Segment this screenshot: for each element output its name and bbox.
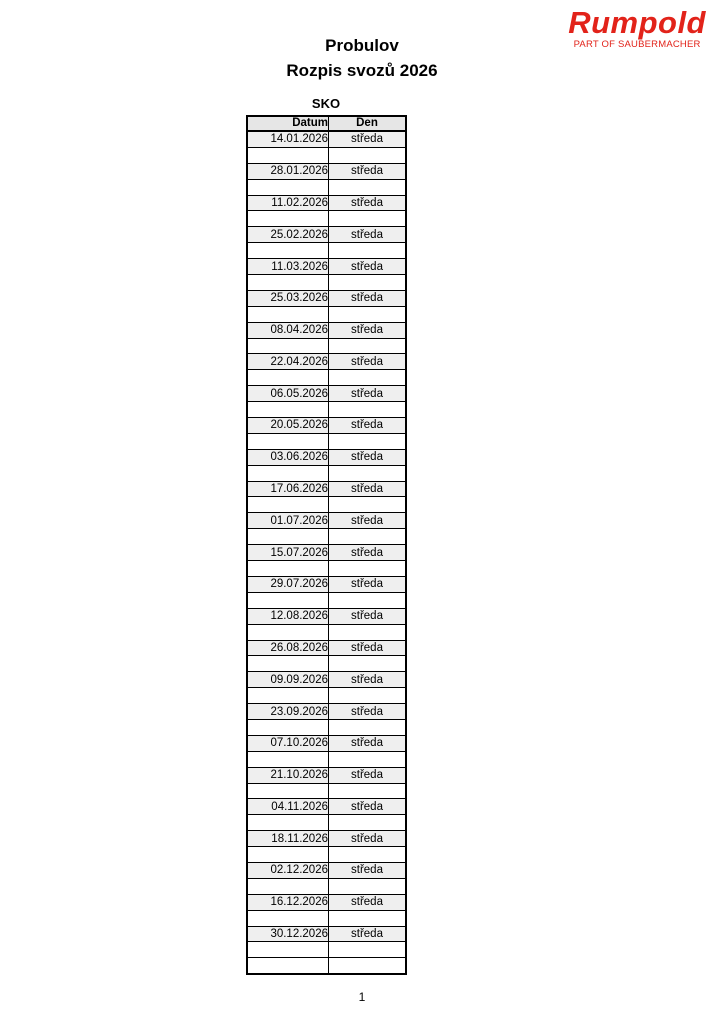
- day-cell: středa: [329, 131, 407, 147]
- date-cell: 15.07.2026: [247, 545, 329, 561]
- spacer-cell: [329, 942, 407, 958]
- day-cell: středa: [329, 704, 407, 720]
- table-row: [247, 513, 406, 529]
- day-cell: středa: [329, 386, 407, 402]
- table-row: [247, 163, 406, 179]
- day-cell: středa: [329, 290, 407, 306]
- page-subtitle: Rozpis svozů 2026: [286, 61, 438, 80]
- date-cell: 03.06.2026: [247, 449, 329, 465]
- table-spacer-row: [247, 243, 406, 259]
- day-cell: středa: [329, 576, 407, 592]
- spacer-cell: [329, 529, 407, 545]
- table-row: [247, 672, 406, 688]
- table-spacer-row: [247, 942, 406, 958]
- date-cell: 17.06.2026: [247, 481, 329, 497]
- date-cell: 25.02.2026: [247, 227, 329, 243]
- spacer-cell: [329, 243, 407, 259]
- page-title: Probulov: [325, 36, 399, 55]
- spacer-cell: [329, 402, 407, 418]
- spacer-cell: [247, 402, 329, 418]
- table-spacer-row: [247, 815, 406, 831]
- day-cell: středa: [329, 481, 407, 497]
- date-cell: 26.08.2026: [247, 640, 329, 656]
- page-number: 1: [358, 990, 366, 1004]
- spacer-cell: [329, 465, 407, 481]
- table-spacer-row: [247, 465, 406, 481]
- spacer-cell: [247, 592, 329, 608]
- table-row: [247, 831, 406, 847]
- table-spacer-row: [247, 592, 406, 608]
- date-cell: 06.05.2026: [247, 386, 329, 402]
- spacer-cell: [247, 958, 329, 974]
- day-cell: středa: [329, 513, 407, 529]
- table-spacer-row: [247, 179, 406, 195]
- day-cell: středa: [329, 735, 407, 751]
- spacer-cell: [247, 624, 329, 640]
- section-label: SKO: [311, 96, 341, 111]
- date-cell: 25.03.2026: [247, 290, 329, 306]
- day-cell: středa: [329, 831, 407, 847]
- spacer-cell: [329, 624, 407, 640]
- spacer-cell: [329, 878, 407, 894]
- spacer-cell: [247, 433, 329, 449]
- table-row: [247, 227, 406, 243]
- day-cell: středa: [329, 767, 407, 783]
- day-cell: středa: [329, 640, 407, 656]
- table-row: [247, 354, 406, 370]
- spacer-cell: [247, 783, 329, 799]
- day-cell: středa: [329, 259, 407, 275]
- table-spacer-row: [247, 433, 406, 449]
- table-spacer-row: [247, 402, 406, 418]
- spacer-cell: [329, 561, 407, 577]
- day-cell: středa: [329, 926, 407, 942]
- day-cell: středa: [329, 862, 407, 878]
- table-row: [247, 862, 406, 878]
- spacer-cell: [247, 370, 329, 386]
- table-spacer-row: [247, 338, 406, 354]
- day-cell: středa: [329, 354, 407, 370]
- table-spacer-row: [247, 497, 406, 513]
- spacer-cell: [329, 688, 407, 704]
- table-row: [247, 704, 406, 720]
- table-row: [247, 290, 406, 306]
- spacer-cell: [329, 147, 407, 163]
- day-cell: středa: [329, 163, 407, 179]
- table-row: [247, 735, 406, 751]
- spacer-cell: [329, 433, 407, 449]
- table-row: [247, 926, 406, 942]
- table-spacer-row: [247, 688, 406, 704]
- spacer-cell: [247, 910, 329, 926]
- day-cell: středa: [329, 545, 407, 561]
- logo-tagline: PART OF SAUBERMACHER: [573, 39, 701, 50]
- table-spacer-row: [247, 624, 406, 640]
- spacer-cell: [247, 751, 329, 767]
- table-row: [247, 799, 406, 815]
- date-cell: 16.12.2026: [247, 894, 329, 910]
- table-row: [247, 386, 406, 402]
- table-spacer-row: [247, 783, 406, 799]
- table-spacer-row: [247, 751, 406, 767]
- table-row: [247, 259, 406, 275]
- date-cell: 07.10.2026: [247, 735, 329, 751]
- date-cell: 28.01.2026: [247, 163, 329, 179]
- date-cell: 21.10.2026: [247, 767, 329, 783]
- day-cell: středa: [329, 227, 407, 243]
- table-row: [247, 449, 406, 465]
- table-spacer-row: [247, 561, 406, 577]
- table-spacer-row: [247, 656, 406, 672]
- spacer-cell: [247, 719, 329, 735]
- date-cell: 22.04.2026: [247, 354, 329, 370]
- table-spacer-row: [247, 910, 406, 926]
- table-spacer-row: [247, 719, 406, 735]
- spacer-cell: [329, 497, 407, 513]
- spacer-cell: [247, 561, 329, 577]
- date-cell: 02.12.2026: [247, 862, 329, 878]
- table-row: [247, 576, 406, 592]
- date-cell: 29.07.2026: [247, 576, 329, 592]
- spacer-cell: [247, 529, 329, 545]
- day-cell: středa: [329, 799, 407, 815]
- spacer-cell: [247, 147, 329, 163]
- date-cell: 14.01.2026: [247, 131, 329, 147]
- schedule-table: [246, 115, 407, 975]
- table-row: [247, 195, 406, 211]
- day-cell: středa: [329, 449, 407, 465]
- spacer-cell: [329, 656, 407, 672]
- table-spacer-row: [247, 529, 406, 545]
- date-cell: 01.07.2026: [247, 513, 329, 529]
- spacer-cell: [247, 306, 329, 322]
- spacer-cell: [247, 497, 329, 513]
- spacer-cell: [247, 815, 329, 831]
- schedule-body: [247, 131, 406, 974]
- spacer-cell: [247, 942, 329, 958]
- spacer-cell: [329, 815, 407, 831]
- date-cell: 08.04.2026: [247, 322, 329, 338]
- table-spacer-row: [247, 878, 406, 894]
- date-cell: 18.11.2026: [247, 831, 329, 847]
- column-header-date: Datum: [247, 116, 329, 131]
- spacer-cell: [329, 847, 407, 863]
- day-cell: středa: [329, 672, 407, 688]
- spacer-cell: [247, 275, 329, 291]
- spacer-cell: [247, 243, 329, 259]
- table-row: [247, 131, 406, 147]
- table-spacer-row: [247, 847, 406, 863]
- spacer-cell: [247, 211, 329, 227]
- day-cell: středa: [329, 195, 407, 211]
- table-header-row: [247, 116, 406, 131]
- day-cell: středa: [329, 418, 407, 434]
- table-spacer-row: [247, 306, 406, 322]
- spacer-cell: [329, 179, 407, 195]
- date-cell: 11.02.2026: [247, 195, 329, 211]
- table-spacer-row: [247, 275, 406, 291]
- spacer-cell: [247, 179, 329, 195]
- spacer-cell: [247, 688, 329, 704]
- day-cell: středa: [329, 608, 407, 624]
- table-row: [247, 767, 406, 783]
- table-row: [247, 418, 406, 434]
- date-cell: 30.12.2026: [247, 926, 329, 942]
- spacer-cell: [247, 338, 329, 354]
- day-cell: středa: [329, 894, 407, 910]
- spacer-cell: [247, 878, 329, 894]
- spacer-cell: [329, 275, 407, 291]
- table-spacer-row: [247, 370, 406, 386]
- day-cell: středa: [329, 322, 407, 338]
- spacer-cell: [329, 306, 407, 322]
- table-row: [247, 640, 406, 656]
- spacer-cell: [329, 211, 407, 227]
- date-cell: 11.03.2026: [247, 259, 329, 275]
- spacer-cell: [329, 910, 407, 926]
- spacer-cell: [329, 719, 407, 735]
- table-row: [247, 608, 406, 624]
- spacer-cell: [329, 592, 407, 608]
- spacer-cell: [329, 783, 407, 799]
- spacer-cell: [247, 465, 329, 481]
- table-row: [247, 322, 406, 338]
- logo-wordmark: Rumpold: [568, 5, 706, 40]
- table-spacer-row: [247, 958, 406, 974]
- date-cell: 09.09.2026: [247, 672, 329, 688]
- table-spacer-row: [247, 147, 406, 163]
- spacer-cell: [329, 370, 407, 386]
- column-header-day: Den: [329, 116, 407, 131]
- date-cell: 23.09.2026: [247, 704, 329, 720]
- table-row: [247, 481, 406, 497]
- spacer-cell: [247, 847, 329, 863]
- date-cell: 04.11.2026: [247, 799, 329, 815]
- table-row: [247, 545, 406, 561]
- spacer-cell: [329, 338, 407, 354]
- table-row: [247, 894, 406, 910]
- spacer-cell: [329, 958, 407, 974]
- table-spacer-row: [247, 211, 406, 227]
- spacer-cell: [247, 656, 329, 672]
- spacer-cell: [329, 751, 407, 767]
- date-cell: 12.08.2026: [247, 608, 329, 624]
- date-cell: 20.05.2026: [247, 418, 329, 434]
